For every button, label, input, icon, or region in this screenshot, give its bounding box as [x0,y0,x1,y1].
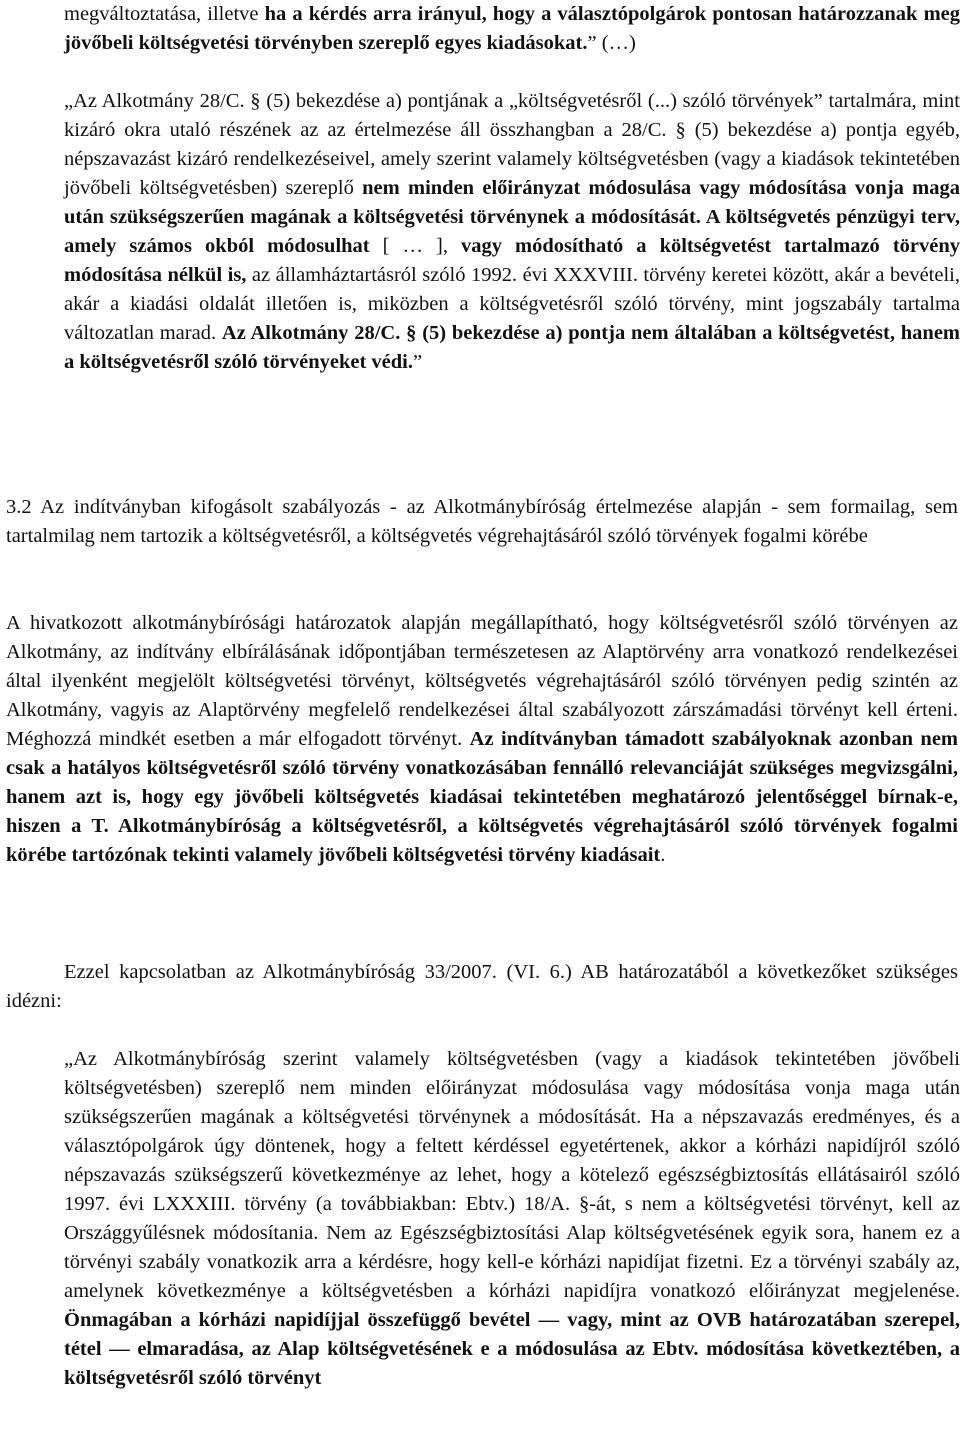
text-segment: „Az Alkotmány 28/C. § (5) bekezdése a) pontjának a „költségvetésről (...) szóló törvények” tartalmára, mint kizáró okra utaló részének az az értelmezése áll összhangban a 28/C. § (5) bekezdése a) pontja egyéb, népszavazást kizáró rendelkezéseivel, amely szerint valamely költségvetésben (vagy a kiadások tekintetében jövőbeli költségvetésben) szereplő [64,90,960,199]
bold-text-segment: Az Alkotmány 28/C. § (5) bekezdése a) pontja nem általában a költségvetést, hanem a költségvetésről szóló törvényeket védi. [64,322,960,373]
text-segment: . [660,844,666,866]
bold-text-segment: nem minden előirányzat módosulása vagy módosítása vonja maga után szükségszerűen magának a költségvetési törvénynek a módosítását. A költségvetés pénzügyi terv, amely számos okból módosulhat [64,177,960,257]
quote-constitution-28c [64,87,960,377]
quote-ab-decision-33-2007 [64,1045,960,1393]
text-segment: Ezzel kapcsolatban az Alkotmánybíróság 33/2007. (VI. 6.) AB határozatából a következőket szükséges idézni: [6,961,958,1012]
quote-continuation [64,0,960,58]
text-segment: az államháztartásról szóló 1992. évi XXXVIII. törvény keretei között, akár a bevételi, akár a kiadási oldalát illetően is, miközben a költségvetésről szóló törvény, mint jogszabály tartalma változatlan marad. [64,264,960,344]
referenced-decisions-paragraph [6,609,958,870]
text-segment: ” [413,351,423,373]
section-3-2-heading-paragraph [6,493,958,551]
bold-text-segment: Önmagában a kórházi napidíjjal összefüggő bevétel — vagy, mint az OVB határozatában szerepel, tétel — elmaradása, az Alap költségvetésének e a módosulása az Ebtv. módosítása következtében, a költségvetésről szóló törvényt [64,1309,960,1389]
bold-text-segment: vagy módosítható a költségvetést tartalmazó törvény módosítása nélkül is, [64,235,960,286]
text-segment: A hivatkozott alkotmánybírósági határozatok alapján megállapítható, hogy költségvetésről szóló törvényen az Alkotmány, az indítvány elbírálásának időpontjában természetesen az Alaptörvény arra vonatkozó rendelkezései által ilyenként megjelölt költségvetési törvényt, költségvetés végrehajtásáról szóló törvényen pedig szintén az Alkotmány, vagyis az Alaptörvény megfelelő rendelkezései által szabályozott zárszámadási törvényt kell érteni. Méghozzá mindkét esetben a már elfogadott törvényt. [6,612,958,750]
citation-intro-paragraph [6,958,958,1016]
text-segment: [ … ], [369,235,462,257]
text-segment: 3.2 Az indítványban kifogásolt szabályozás - az Alkotmánybíróság értelmezése alapján - sem formailag, sem tartalmilag nem tartozik a költségvetésről, a költségvetés végrehajtásáról szóló törvények fogalmi körébe [6,496,958,547]
text-segment: megváltoztatása, illetve [64,3,265,25]
bold-text-segment: ha a kérdés arra irányul, hogy a választópolgárok pontosan határozzanak meg jövőbeli költségvetési törvényben szereplő egyes kiadásokat. [64,3,960,54]
text-segment: ” (…) [587,32,636,54]
bold-text-segment: Az indítványban támadott szabályoknak azonban nem csak a hatályos költségvetésről szóló törvény vonatkozásában fennálló relevanciáját szükséges megvizsgálni, hanem azt is, hogy egy jövőbeli költségvetés kiadásai tekintetében meghatározó jelentőséggel bírnak-e, hiszen a T. Alkotmánybíróság a költségvetésről, a költségvetés végrehajtásáról szóló törvények fogalmi körébe tartózónak tekinti valamely jövőbeli költségvetési törvény kiadásait [6,728,958,866]
text-segment: „Az Alkotmánybíróság szerint valamely költségvetésben (vagy a kiadások tekintetében jövőbeli költségvetésben) szereplő nem minden előirányzat módosulása vagy módosítása vonja maga után szükségszerűen magának a költségvetési törvénynek a módosítását. Ha a népszavazás eredményes, és a választópolgárok úgy döntenek, hogy a feltett kérdéssel egyetértenek, akkor a kórházi napidíjról szóló népszavazás szükségszerű következménye az lehet, hogy a kötelező egészségbiztosítás ellátásairól szóló 1997. évi LXXXIII. törvény (a továbbiakban: Ebtv.) 18/A. §-át, s nem a költségvetési törvényt, kell az Országgyűlésnek módosítania. Nem az Egészségbiztosítási Alap költségvetésének egyik sora, hanem ez a törvényi szabály vonatkozik arra a kérdésre, hogy kell-e kórházi napidíjat fizetni. Ez a törvényi szabály az, amelynek következménye a költségvetésben a kórházi napidíjra vonatkozó előirányzat megjelenése. [64,1048,960,1302]
